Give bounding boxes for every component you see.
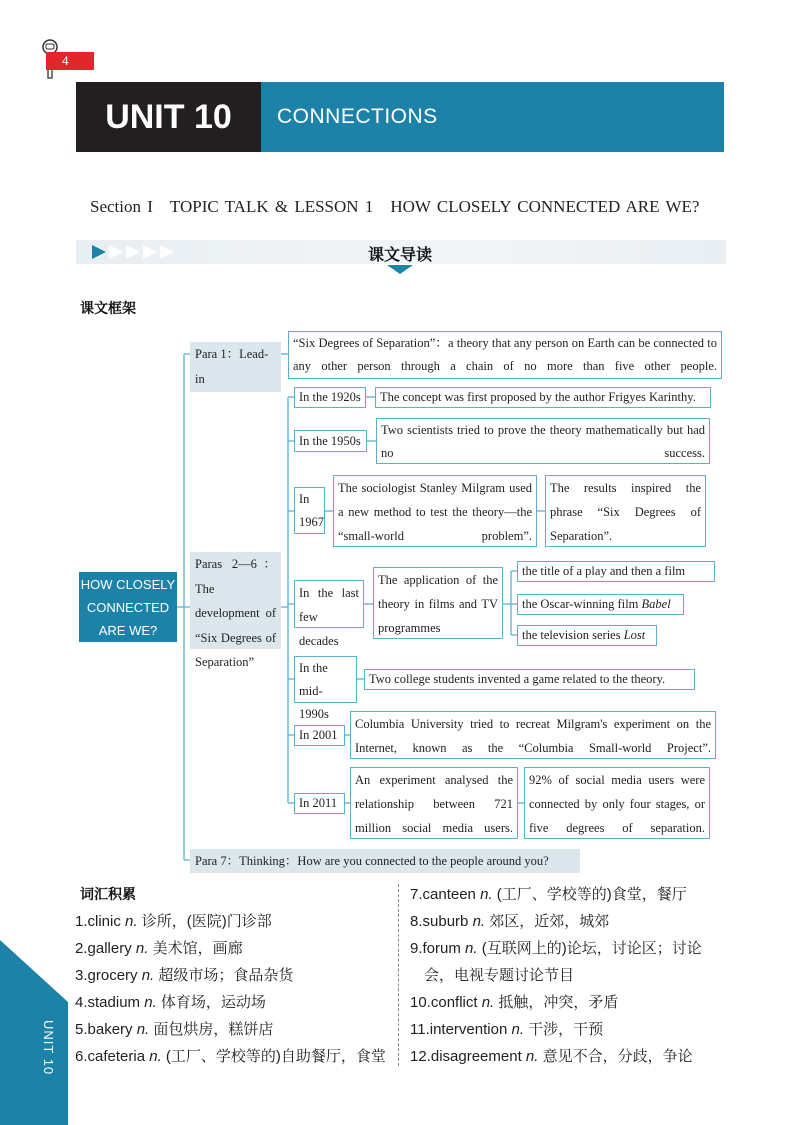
label-mid-1990s: In the mid-1990s [294, 656, 357, 703]
band-title: 课文导读 [367, 247, 432, 264]
text-mid-1990s: Two college students invented a game related to the theory. [364, 669, 695, 690]
example-babel [517, 594, 684, 615]
root-line-1: HOW CLOSELY [80, 577, 176, 592]
unit-title: CONNECTIONS [261, 82, 724, 152]
text-2011-result: 92% of social media users were connected by only four stages, or five degrees of separation. [524, 767, 710, 839]
unit-vertical-label: UNIT 10 [41, 1020, 56, 1076]
vocab-item: 3.grocery n. 超级市场；食品杂货 [75, 967, 294, 984]
vocab-heading: 词汇积累 [80, 886, 136, 902]
section-title: Section I TOPIC TALK & LESSON 1 HOW CLOSELY CONNECTED ARE WE? [90, 197, 700, 216]
vocab-item: 1.clinic n. 诊所，(医院)门诊部 [75, 913, 272, 930]
label-2001: In 2001 [294, 725, 345, 746]
vocab-item: 4.stadium n. 体育场，运动场 [75, 994, 266, 1011]
vocab-item: 11.intervention n. 干涉，干预 [410, 1021, 604, 1038]
example-lost-prefix: the television series [522, 628, 624, 642]
vocab-item: 10.conflict n. 抵触，冲突，矛盾 [410, 994, 619, 1011]
vocab-item-continuation: 会，电视专题讨论节目 [424, 967, 575, 984]
vocab-item: 7.canteen n. (工厂、学校等的)食堂，餐厅 [410, 886, 687, 903]
mindmap-root [79, 572, 177, 642]
vocab-item: 12.disagreement n. 意见不合，分歧，争论 [410, 1048, 693, 1065]
framework-heading: 课文框架 [80, 300, 136, 316]
vocab-item: 5.bakery n. 面包烘房，糕饼店 [75, 1021, 274, 1038]
text-1967-result: The results inspired the phrase “Six Degrees of Separation”. [545, 475, 706, 547]
vocab-item: 2.gallery n. 美术馆，画廊 [75, 940, 243, 957]
example-babel-title: Babel [641, 597, 671, 611]
root-line-3: ARE WE? [98, 623, 158, 638]
label-1950s: In the 1950s [294, 430, 367, 452]
label-1967: In 1967 [294, 487, 325, 534]
example-lost [517, 625, 657, 646]
vocab-item: 8.suburb n. 郊区，近郊，城郊 [410, 913, 610, 930]
paras2-6-label: Paras 2—6：The development of “Six Degrees of Separation” [190, 552, 281, 649]
example-play-film: the title of a play and then a film [517, 561, 715, 582]
label-last-decades: In the last few decades [294, 580, 364, 628]
vocab-left-list [75, 908, 395, 1070]
text-1920s: The concept was first proposed by the author Frigyes Karinthy. [375, 387, 711, 408]
text-2011-experiment: An experiment analysed the relationship between 721 million social media users. [350, 767, 518, 839]
label-1920s: In the 1920s [294, 387, 366, 408]
vocab-item: 9.forum n. (互联网上的)论坛，讨论区；讨论 [410, 940, 702, 957]
para7-label: Para 7：Thinking：How are you connected to the people around you? [190, 849, 580, 873]
page-number: 4 [46, 52, 94, 70]
example-lost-title: Lost [623, 628, 646, 642]
vocab-item: 6.cafeteria n. (工厂、学校等的)自助餐厅，食堂 [75, 1048, 386, 1065]
label-2011: In 2011 [294, 793, 345, 814]
para1-label: Para 1：Lead-in [190, 342, 281, 392]
vocab-divider [398, 884, 399, 1066]
corner-decoration [0, 940, 70, 1125]
unit-label: UNIT 10 [76, 82, 261, 152]
text-application: The application of the theory in films and TV programmes [373, 567, 503, 639]
example-babel-prefix: the Oscar-winning film [522, 597, 642, 611]
vocab-right-list [410, 881, 730, 1070]
root-line-2: CONNECTED [86, 600, 170, 615]
para1-text: “Six Degrees of Separation”：a theory that any person on Earth can be connected to any other person through a chain of no more than five other people. [288, 331, 722, 379]
text-1950s: Two scientists tried to prove the theory mathematically but had no success. [376, 418, 710, 464]
text-1967-method: The sociologist Stanley Milgram used a new method to test the theory—the “small-world problem”. [333, 475, 537, 547]
text-2001: Columbia University tried to recreat Milgram's experiment on the Internet, known as the “Columbia Small-world Project”. [350, 711, 716, 759]
